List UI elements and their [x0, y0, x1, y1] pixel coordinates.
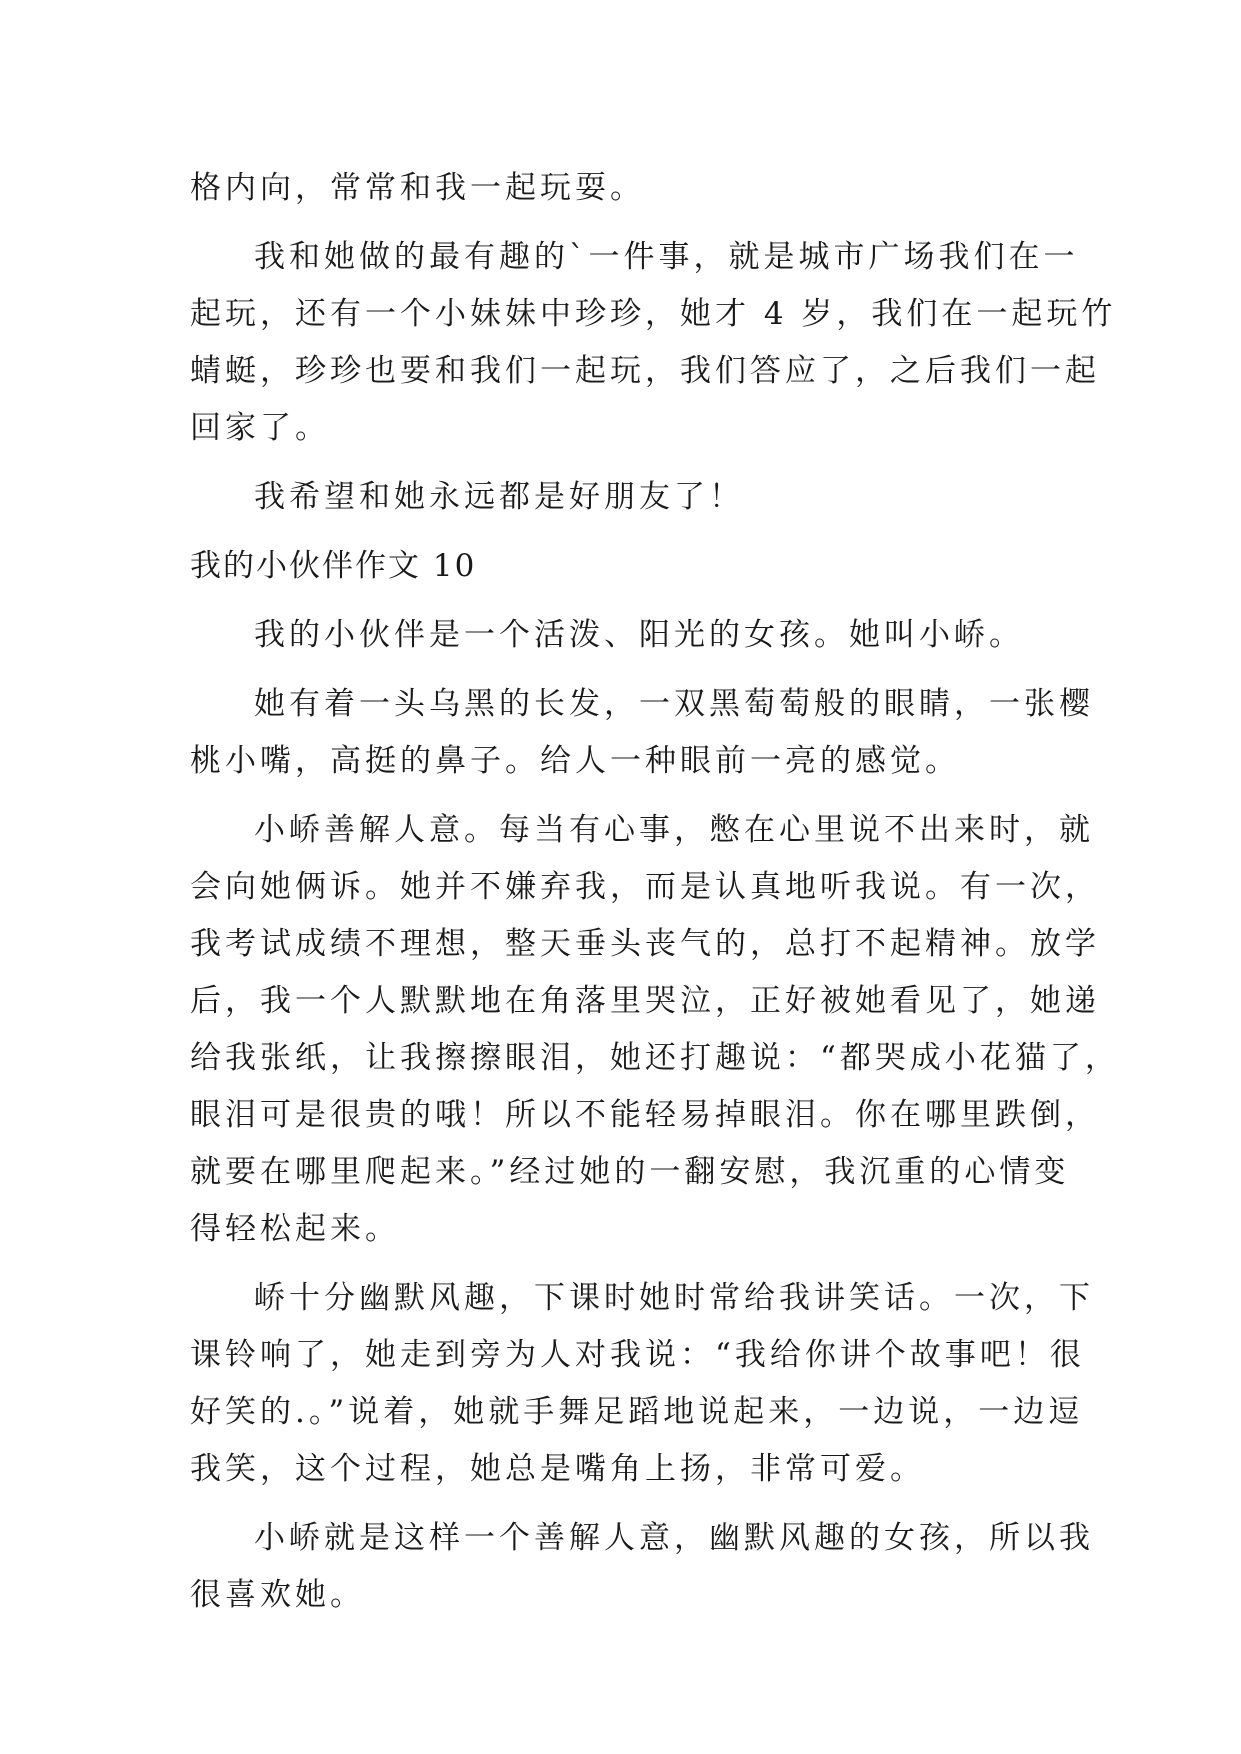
document-body [190, 160, 1120, 1624]
paragraph [190, 1270, 1094, 1498]
section-heading [190, 538, 1054, 595]
text-line: 我希望和她永远都是好朋友了！ [254, 479, 744, 515]
text-line: 她有着一头乌黑的长发，一双黑萄萄般的眼睛，一张樱 [254, 686, 1094, 722]
paragraph [190, 1510, 1094, 1624]
text-line: 桃小嘴，高挺的鼻子。给人一种眼前一亮的感觉。 [190, 743, 960, 779]
text-line: 得轻松起来。 [190, 1211, 400, 1247]
paragraph [190, 160, 1054, 217]
paragraph [190, 676, 1094, 790]
text-line: 蜻蜓，珍珍也要和我们一起玩，我们答应了，之后我们一起 [190, 353, 1100, 389]
text-line: 我和她做的最有趣的`一件事，就是城市广场我们在一 [254, 239, 1079, 275]
paragraph [190, 469, 1054, 526]
text-line: 我笑，这个过程，她总是嘴角上扬，非常可爱。 [190, 1451, 925, 1487]
text-line: 课铃响了，她走到旁为人对我说：“我给你讲个故事吧！很 [190, 1337, 1085, 1373]
text-line: 给我张纸，让我擦擦眼泪，她还打趣说：“都哭成小花猫了， [190, 1040, 1120, 1076]
text-line: 我考试成绩不理想，整天垂头丧气的，总打不起精神。放学 [190, 926, 1100, 962]
text-line: 小峤就是这样一个善解人意，幽默风趣的女孩，所以我 [254, 1520, 1094, 1556]
text-line: 就要在哪里爬起来。”经过她的一翻安慰，我沉重的心情变 [190, 1154, 1070, 1190]
text-line: 峤十分幽默风趣，下课时她时常给我讲笑话。一次，下 [254, 1280, 1094, 1316]
text-line: 后，我一个人默默地在角落里哭泣，正好被她看见了，她递 [190, 983, 1100, 1019]
text-line: 格内向，常常和我一起玩耍。 [190, 170, 645, 206]
text-line: 眼泪可是很贵的哦！所以不能轻易掉眼泪。你在哪里跌倒， [190, 1097, 1100, 1133]
paragraph [190, 802, 1120, 1258]
paragraph [190, 229, 1117, 457]
text-line: 小峤善解人意。每当有心事，憋在心里说不出来时，就 [254, 812, 1094, 848]
text-line: 回家了。 [190, 410, 330, 446]
text-line: 很喜欢她。 [190, 1577, 365, 1613]
text-line: 会向她俩诉。她并不嫌弃我，而是认真地听我说。有一次， [190, 869, 1100, 905]
text-line: 起玩，还有一个小妹妹中珍珍，她才 4 岁，我们在一起玩竹 [190, 296, 1117, 332]
text-line: 我的小伙伴是一个活泼、阳光的女孩。她叫小峤。 [254, 617, 1024, 653]
paragraph [190, 607, 1054, 664]
text-line: 好笑的.。”说着，她就手舞足蹈地说起来，一边说，一边逗 [190, 1394, 1084, 1430]
heading-line: 我的小伙伴作文 10 [190, 548, 477, 584]
